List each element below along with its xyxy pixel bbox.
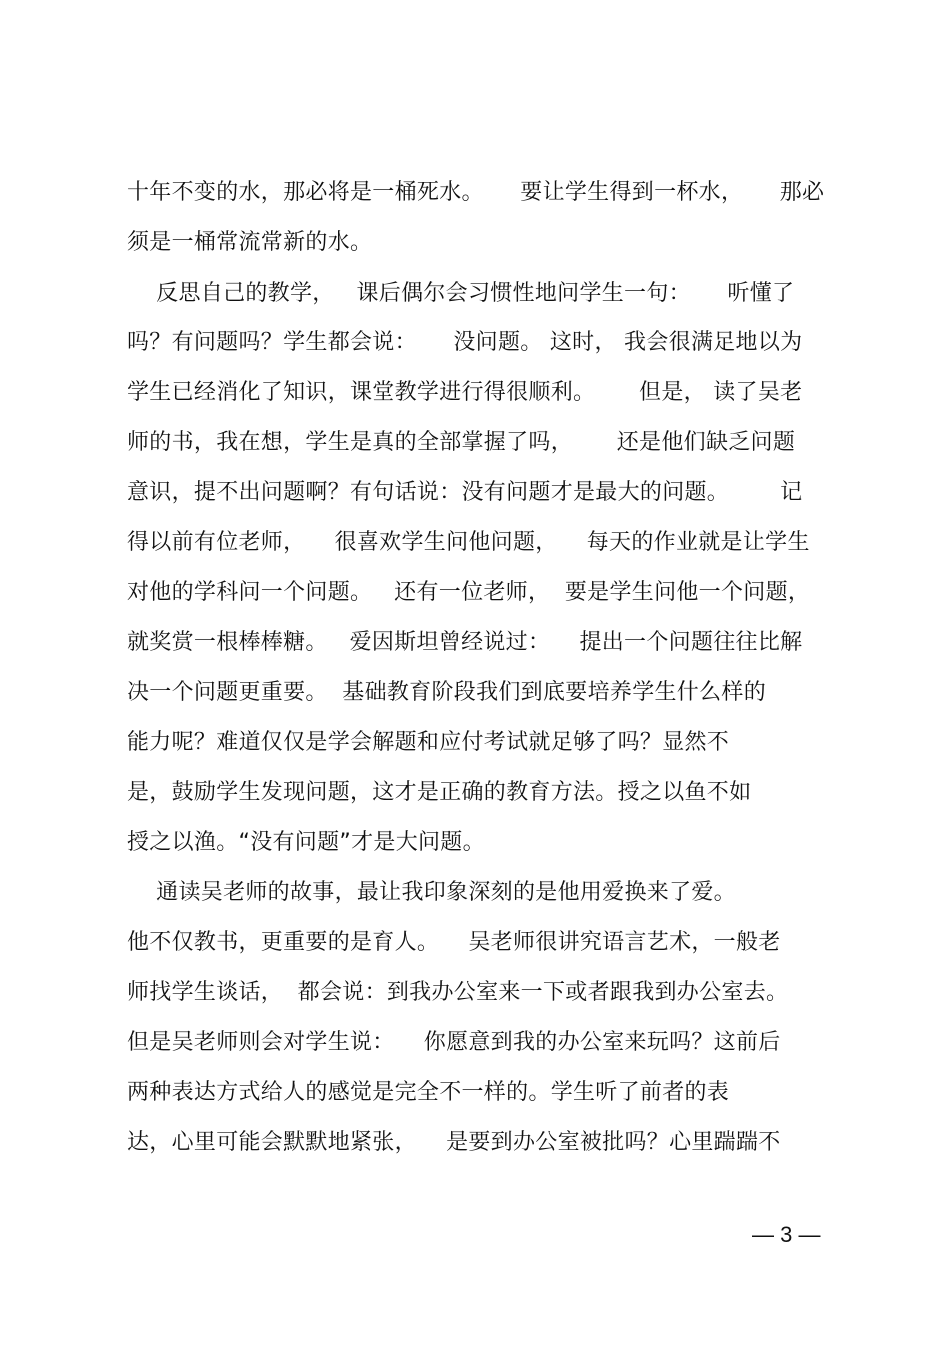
text-line: 学生已经消化了知识，课堂教学进行得很顺利。 但是， 读了吴老 [127,380,803,405]
text-line: 授之以渔。“没有问题”才是大问题。 [127,830,485,855]
text-line: 他不仅教书，更重要的是育人。 吴老师很讲究语言艺术，一般老 [127,930,781,955]
text-line: 对他的学科问一个问题。 还有一位老师， 要是学生问他一个问题， [127,580,811,605]
text-line: 得以前有位老师， 很喜欢学生问他问题， 每天的作业就是让学生 [127,530,810,555]
text-line: 意识，提不出问题啊？有句话说：没有问题才是最大的问题。 记 [127,480,803,505]
text-line: 师找学生谈话， 都会说：到我办公室来一下或者跟我到办公室去。 [127,980,789,1005]
page-number: — 3 — [752,1222,821,1247]
text-line: 两种表达方式给人的感觉是完全不一样的。学生听了前者的表 [127,1080,730,1105]
text-line: 决一个问题更重要。 基础教育阶段我们到底要培养学生什么样的 [127,680,766,705]
text-line: 吗？有问题吗？学生都会说： 没问题。 这时， 我会很满足地以为 [127,330,803,355]
text-line: 是，鼓励学生发现问题，这才是正确的教育方法。授之以鱼不如 [127,780,752,805]
text-line: 能力呢？难道仅仅是学会解题和应付考试就足够了吗？显然不 [127,730,730,755]
text-line: 达，心里可能会默默地紧张， 是要到办公室被批吗？心里踹踹不 [127,1130,781,1155]
text-line: 通读吴老师的故事，最让我印象深刻的是他用爱换来了爱。 [127,880,736,905]
text-line: 师的书，我在想，学生是真的全部掌握了吗， 还是他们缺乏问题 [127,430,796,455]
text-line: 十年不变的水，那必将是一桶死水。 要让学生得到一杯水， 那必 [127,180,825,205]
text-line: 就奖赏一根棒棒糖。 爱因斯坦曾经说过： 提出一个问题往往比解 [127,630,803,655]
text-line: 须是一桶常流常新的水。 [127,230,373,255]
text-line: 但是吴老师则会对学生说： 你愿意到我的办公室来玩吗？这前后 [127,1030,781,1055]
text-line: 反思自己的教学， 课后偶尔会习惯性地问学生一句： 听懂了 [127,281,795,306]
